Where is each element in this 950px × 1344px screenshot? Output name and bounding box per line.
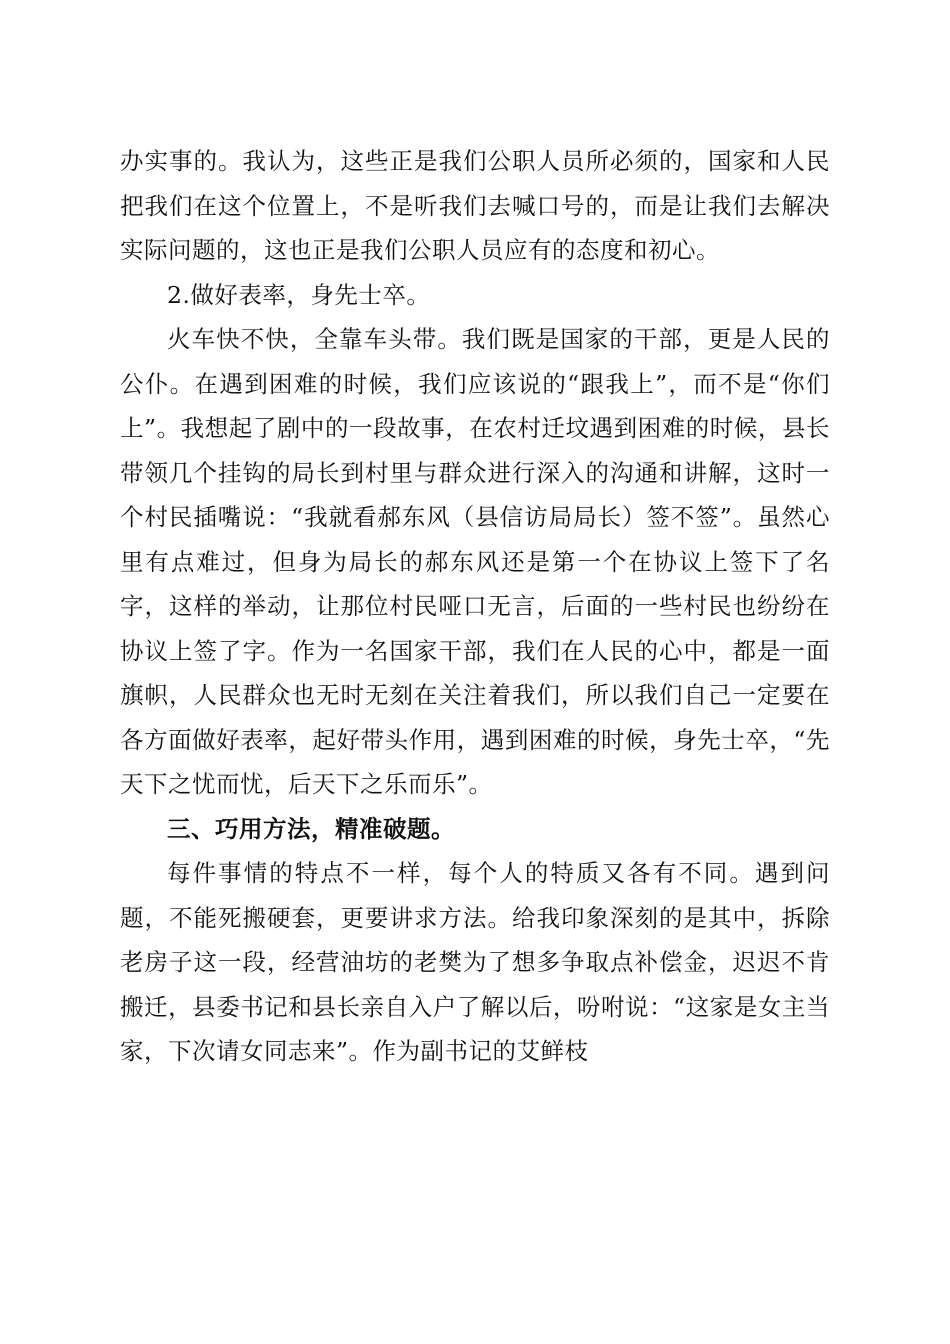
section-heading-methods: 三、巧用方法，精准破题。 [167,814,455,843]
subheading-lead-by-example: 2.做好表率，身先士卒。 [167,280,431,309]
paragraph-methods: 每件事情的特点不一样，每个人的特质又各有不同。遇到问题，不能死搬硬套，更要讲求方法。给我印象深刻的是其中，拆除老房子这一段，经营油坊的老樊为了想多争取点补偿金，迟迟不肯搬迁，县委书记和县长亲自入户了解以后，吩咐说：“这家是女主当家，下次请女同志来”。作为副书记的艾鲜枝 [120,859,830,1065]
paragraph-lead-by-example: 火车快不快，全靠车头带。我们既是国家的干部，更是人民的公仆。在遇到困难的时候，我们应该说的“跟我上”，而不是“你们上”。我想起了剧中的一段故事，在农村迁坟遇到困难的时候，县长带领几个挂钩的局长到村里与群众进行深入的沟通和讲解，这时一个村民插嘴说：“我就看郝东风（县信访局局长）签不签”。虽然心里有点难过，但身为局长的郝东风还是第一个在协议上签下了名字，这样的举动，让那位村民哑口无言，后面的一些村民也纷纷在协议上签了字。作为一名国家干部，我们在人民的心中，都是一面旗帜，人民群众也无时无刻在关注着我们，所以我们自己一定要在各方面做好表率，起好带头作用，遇到困难的时候，身先士卒，“先天下之忧而忧，后天下之乐而乐”。 [120,325,830,798]
document-body [120,139,830,1074]
paragraph-continuation: 办实事的。我认为，这些正是我们公职人员所必须的，国家和人民把我们在这个位置上，不是听我们去喊口号的，而是让我们去解决实际问题的，这也正是我们公职人员应有的态度和初心。 [120,147,830,264]
